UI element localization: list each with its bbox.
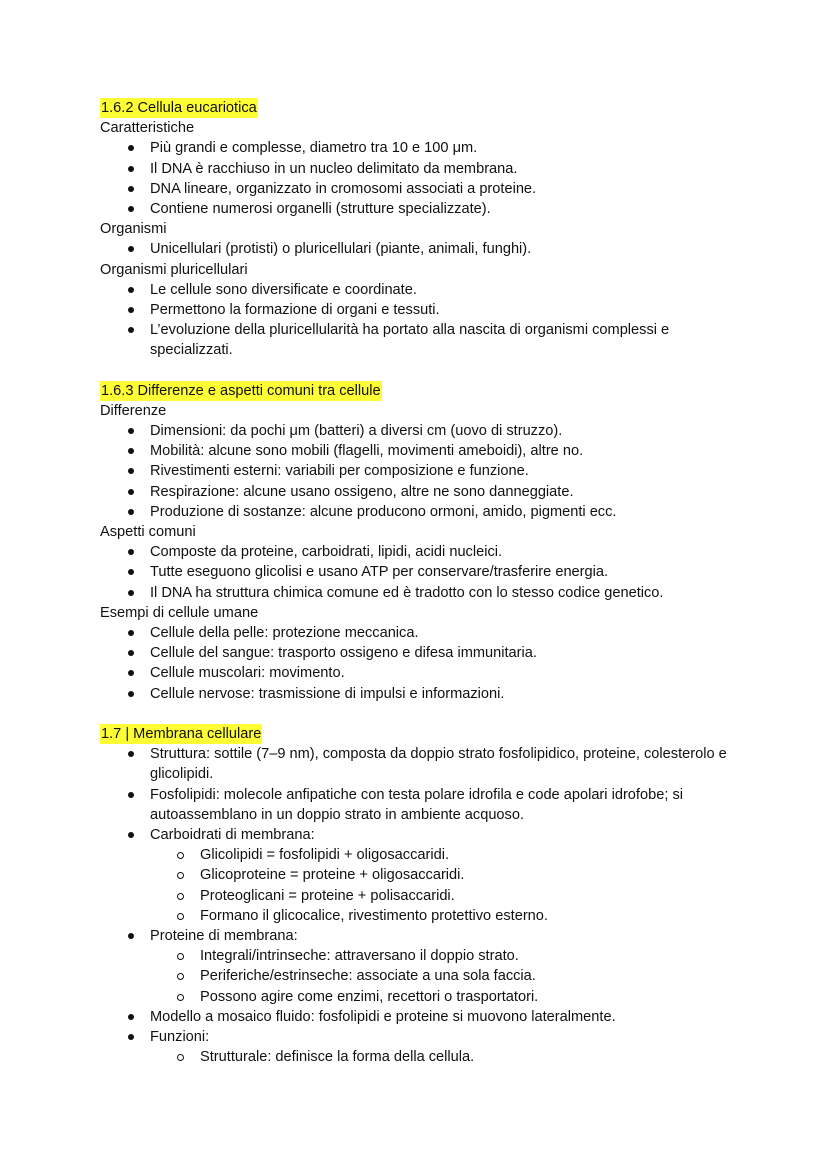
list-item: Le cellule sono diversificate e coordinate. [100, 280, 740, 300]
list-item: Composte da proteine, carboidrati, lipidi, acidi nucleici. [100, 542, 740, 562]
list-item-text: Proteine di membrana: [150, 927, 298, 944]
list-item: Cellule della pelle: protezione meccanica. [100, 623, 740, 643]
list-item: Produzione di sostanze: alcune producono ormoni, amido, pigmenti ecc. [100, 502, 740, 522]
group-label: Differenze [100, 402, 167, 419]
list-item [100, 825, 740, 926]
document-content [100, 98, 740, 1087]
list-item: L’evoluzione della pluricellularità ha portato alla nascita di organismi complessi e specializzati. [100, 320, 740, 360]
list-item: Permettono la formazione di organi e tessuti. [100, 300, 740, 320]
list-item: Cellule del sangue: trasporto ossigeno e difesa immunitaria. [100, 643, 740, 663]
section-cell-differences [100, 381, 740, 704]
list-item: Rivestimenti esterni: variabili per composizione e funzione. [100, 461, 740, 481]
list-item [100, 744, 740, 784]
bullet-list [100, 421, 740, 522]
list-item [100, 785, 740, 825]
sub-list-item: Strutturale: definisce la forma della cellula. [150, 1047, 740, 1067]
bullet-list [100, 623, 740, 704]
list-item: Respirazione: alcune usano ossigeno, altre ne sono danneggiate. [100, 482, 740, 502]
sub-list-item: Proteoglicani = proteine + polisaccaridi. [150, 886, 740, 906]
group-label: Aspetti comuni [100, 524, 196, 541]
section-heading: 1.6.2 Cellula eucariotica [100, 98, 258, 118]
bullet-list [100, 239, 740, 259]
list-item [100, 1027, 740, 1067]
list-item: Il DNA è racchiuso in un nucleo delimitato da membrana. [100, 159, 740, 179]
list-item [100, 1007, 740, 1027]
list-item: Cellule muscolari: movimento. [100, 663, 740, 683]
list-item: Il DNA ha struttura chimica comune ed è tradotto con lo stesso codice genetico. [100, 583, 740, 603]
list-item: Dimensioni: da pochi μm (batteri) a diversi cm (uovo di struzzo). [100, 421, 740, 441]
list-item-text: Carboidrati di membrana: [150, 826, 315, 843]
list-item-text: Struttura: sottile (7–9 nm), composta da doppio strato fosfolipidico, proteine, colesterolo e glicolipidi. [150, 746, 727, 783]
group-label: Caratteristiche [100, 120, 195, 137]
section-cell-membrane [100, 724, 740, 1067]
bullet-list [100, 138, 740, 219]
sub-bullet-list [150, 845, 740, 926]
list-item-text: Fosfolipidi: molecole anfipatiche con testa polare idrofila e code apolari idrofobe; si autoassemblano in un doppio strato in ambiente acquoso. [150, 786, 683, 823]
list-item-text: Modello a mosaico fluido: fosfolipidi e proteine si muovono lateralmente. [150, 1008, 616, 1025]
section-heading: 1.7 | Membrana cellulare [100, 724, 262, 744]
list-item: Tutte eseguono glicolisi e usano ATP per conservare/trasferire energia. [100, 562, 740, 582]
group-label: Esempi di cellule umane [100, 604, 259, 621]
section-eukaryotic-cell [100, 98, 740, 361]
section-heading: 1.6.3 Differenze e aspetti comuni tra cellule [100, 381, 382, 401]
bullet-list [100, 744, 740, 1067]
list-item-text: Funzioni: [150, 1028, 210, 1045]
list-item: DNA lineare, organizzato in cromosomi associati a proteine. [100, 179, 740, 199]
list-item [100, 926, 740, 1007]
sub-list-item: Glicolipidi = fosfolipidi + oligosaccaridi. [150, 845, 740, 865]
sub-list-item: Possono agire come enzimi, recettori o trasportatori. [150, 987, 740, 1007]
sub-bullet-list [150, 1047, 740, 1067]
sub-list-item: Integrali/intrinseche: attraversano il doppio strato. [150, 946, 740, 966]
sub-list-item: Formano il glicocalice, rivestimento protettivo esterno. [150, 906, 740, 926]
bullet-list [100, 280, 740, 361]
group-label: Organismi [100, 221, 167, 238]
sub-list-item: Glicoproteine = proteine + oligosaccaridi. [150, 865, 740, 885]
sub-list-item: Periferiche/estrinseche: associate a una sola faccia. [150, 966, 740, 986]
bullet-list [100, 542, 740, 603]
list-item: Unicellulari (protisti) o pluricellulari (piante, animali, funghi). [100, 239, 740, 259]
list-item: Contiene numerosi organelli (strutture specializzate). [100, 199, 740, 219]
sub-bullet-list [150, 946, 740, 1007]
group-label: Organismi pluricellulari [100, 261, 248, 278]
list-item: Più grandi e complesse, diametro tra 10 e 100 μm. [100, 138, 740, 158]
list-item: Mobilità: alcune sono mobili (flagelli, movimenti ameboidi), altre no. [100, 441, 740, 461]
list-item: Cellule nervose: trasmissione di impulsi e informazioni. [100, 684, 740, 704]
